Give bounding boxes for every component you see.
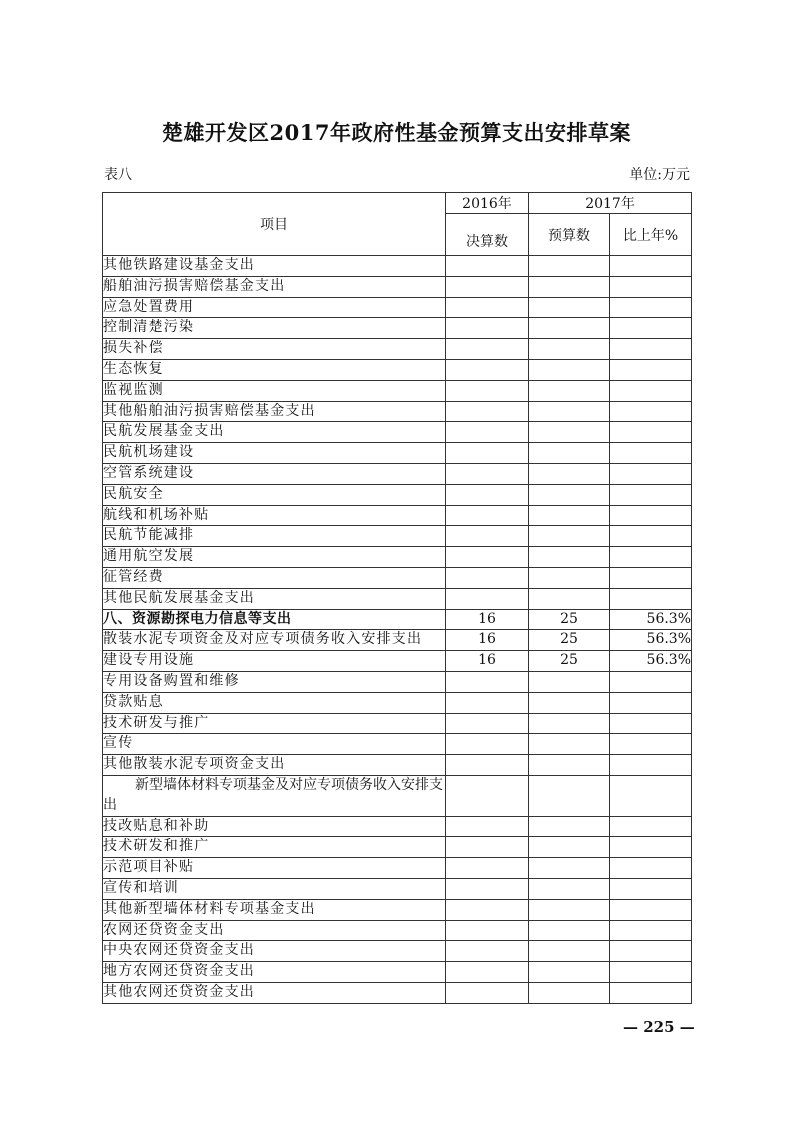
row-2016-value	[446, 256, 529, 277]
row-budget-value	[529, 505, 610, 526]
row-pct-value	[610, 567, 692, 588]
table-row	[103, 588, 692, 609]
table-label: 表八	[104, 167, 132, 183]
row-pct-value	[610, 755, 692, 776]
row-item-name: 示范项目补贴	[103, 858, 446, 879]
row-2016-value	[446, 962, 529, 983]
row-budget-value	[529, 941, 610, 962]
row-item-name: 中央农网还贷资金支出	[103, 941, 446, 962]
table-row	[103, 422, 692, 443]
table-row	[103, 692, 692, 713]
row-2016-value	[446, 837, 529, 858]
row-2016-value	[446, 526, 529, 547]
row-pct-value	[610, 401, 692, 422]
table-row	[103, 775, 692, 816]
row-2016-value	[446, 920, 529, 941]
row-2016-value	[446, 755, 529, 776]
row-2016-value	[446, 318, 529, 339]
row-pct-value	[610, 713, 692, 734]
row-item-name: 船舶油污损害赔偿基金支出	[103, 276, 446, 297]
row-2016-value	[446, 484, 529, 505]
table-row	[103, 463, 692, 484]
row-2016-value	[446, 505, 529, 526]
row-item-name: 应急处置费用	[103, 297, 446, 318]
row-pct-value: 56.3%	[610, 630, 692, 651]
row-item-name: 征管经费	[103, 567, 446, 588]
row-budget-value	[529, 567, 610, 588]
row-pct-value	[610, 339, 692, 360]
row-2016-value: 16	[446, 609, 529, 630]
row-pct-value	[610, 276, 692, 297]
row-item-name: 农网还贷资金支出	[103, 920, 446, 941]
table-row	[103, 547, 692, 568]
row-pct-value	[610, 837, 692, 858]
row-pct-value	[610, 941, 692, 962]
row-budget-value	[529, 339, 610, 360]
row-2016-value	[446, 775, 529, 816]
row-budget-value	[529, 380, 610, 401]
row-2016-value	[446, 692, 529, 713]
header-final-count: 决算数	[446, 214, 529, 256]
row-pct-value	[610, 547, 692, 568]
row-budget-value	[529, 713, 610, 734]
table-row	[103, 567, 692, 588]
row-budget-value	[529, 422, 610, 443]
row-pct-value	[610, 734, 692, 755]
row-item-name: 民航节能减排	[103, 526, 446, 547]
row-budget-value	[529, 588, 610, 609]
row-pct-value	[610, 505, 692, 526]
row-budget-value	[529, 463, 610, 484]
row-budget-value	[529, 734, 610, 755]
row-2016-value	[446, 380, 529, 401]
row-budget-value: 25	[529, 609, 610, 630]
row-budget-value	[529, 962, 610, 983]
row-budget-value	[529, 671, 610, 692]
table-row	[103, 339, 692, 360]
row-item-name: 地方农网还贷资金支出	[103, 962, 446, 983]
row-budget-value	[529, 837, 610, 858]
row-pct-value	[610, 484, 692, 505]
row-pct-value	[610, 858, 692, 879]
unit-label: 单位:万元	[629, 167, 690, 183]
row-2016-value: 16	[446, 651, 529, 672]
row-pct-value	[610, 318, 692, 339]
row-item-name: 生态恢复	[103, 359, 446, 380]
row-item-name: 宣传和培训	[103, 878, 446, 899]
row-item-name: 其他农网还贷资金支出	[103, 982, 446, 1003]
row-budget-value	[529, 920, 610, 941]
header-2016: 2016年	[446, 193, 529, 214]
row-pct-value	[610, 463, 692, 484]
table-row	[103, 713, 692, 734]
row-2016-value	[446, 713, 529, 734]
row-item-name: 空管系统建设	[103, 463, 446, 484]
table-row	[103, 941, 692, 962]
document-title: 楚雄开发区2017年政府性基金预算支出安排草案	[162, 120, 631, 145]
table-row	[103, 734, 692, 755]
row-budget-value	[529, 318, 610, 339]
table-row	[103, 962, 692, 983]
table-row	[103, 484, 692, 505]
header-budget: 预算数	[529, 214, 610, 256]
row-2016-value	[446, 443, 529, 464]
row-item-name: 其他新型墙体材料专项基金支出	[103, 899, 446, 920]
row-item-name: 通用航空发展	[103, 547, 446, 568]
row-2016-value	[446, 858, 529, 879]
row-2016-value	[446, 567, 529, 588]
table-row	[103, 401, 692, 422]
table-row	[103, 651, 692, 672]
table-row	[103, 816, 692, 837]
row-2016-value	[446, 816, 529, 837]
row-pct-value	[610, 297, 692, 318]
row-item-name: 民航机场建设	[103, 443, 446, 464]
row-2016-value	[446, 588, 529, 609]
row-budget-value	[529, 276, 610, 297]
row-budget-value	[529, 692, 610, 713]
row-2016-value: 16	[446, 630, 529, 651]
row-pct-value: 56.3%	[610, 609, 692, 630]
row-2016-value	[446, 982, 529, 1003]
row-pct-value	[610, 899, 692, 920]
row-pct-value	[610, 671, 692, 692]
row-item-name: 民航安全	[103, 484, 446, 505]
row-budget-value	[529, 547, 610, 568]
row-2016-value	[446, 401, 529, 422]
row-2016-value	[446, 547, 529, 568]
row-pct-value	[610, 920, 692, 941]
row-2016-value	[446, 359, 529, 380]
table-row	[103, 443, 692, 464]
row-item-name: 技改贴息和补助	[103, 816, 446, 837]
table-row	[103, 526, 692, 547]
page-number: — 225 —	[623, 1018, 695, 1036]
row-budget-value	[529, 775, 610, 816]
header-vs-last-year: 比上年%	[610, 214, 692, 256]
row-pct-value	[610, 256, 692, 277]
row-pct-value	[610, 443, 692, 464]
row-2016-value	[446, 734, 529, 755]
row-item-name: 其他民航发展基金支出	[103, 588, 446, 609]
row-pct-value	[610, 359, 692, 380]
table-row	[103, 609, 692, 630]
budget-table	[102, 192, 692, 1004]
table-row	[103, 380, 692, 401]
row-budget-value	[529, 899, 610, 920]
row-budget-value	[529, 816, 610, 837]
row-item-name: 航线和机场补贴	[103, 505, 446, 526]
row-budget-value	[529, 858, 610, 879]
row-item-name: 民航发展基金支出	[103, 422, 446, 443]
table-row	[103, 858, 692, 879]
row-pct-value	[610, 816, 692, 837]
row-pct-value	[610, 588, 692, 609]
row-item-name: 其他船舶油污损害赔偿基金支出	[103, 401, 446, 422]
row-pct-value: 56.3%	[610, 651, 692, 672]
row-item-name: 技术研发和推广	[103, 837, 446, 858]
table-row	[103, 982, 692, 1003]
row-item-name: 专用设备购置和维修	[103, 671, 446, 692]
row-budget-value	[529, 878, 610, 899]
row-budget-value	[529, 484, 610, 505]
row-2016-value	[446, 941, 529, 962]
row-pct-value	[610, 962, 692, 983]
row-item-name: 新型墙体材料专项基金及对应专项债务收入安排支出	[103, 775, 446, 816]
row-pct-value	[610, 775, 692, 816]
row-item-name: 八、资源勘探电力信息等支出	[103, 609, 446, 630]
row-2016-value	[446, 339, 529, 360]
table-row	[103, 878, 692, 899]
table-row	[103, 297, 692, 318]
row-item-name: 损失补偿	[103, 339, 446, 360]
table-header	[103, 193, 692, 256]
row-budget-value: 25	[529, 630, 610, 651]
row-item-name: 其他散装水泥专项资金支出	[103, 755, 446, 776]
row-item-name: 建设专用设施	[103, 651, 446, 672]
row-2016-value	[446, 463, 529, 484]
row-budget-value	[529, 443, 610, 464]
row-budget-value	[529, 982, 610, 1003]
row-item-name: 贷款贴息	[103, 692, 446, 713]
row-2016-value	[446, 899, 529, 920]
row-item-name: 散装水泥专项资金及对应专项债务收入安排支出	[103, 630, 446, 651]
row-pct-value	[610, 526, 692, 547]
table-row	[103, 671, 692, 692]
table-row	[103, 505, 692, 526]
row-item-name: 其他铁路建设基金支出	[103, 256, 446, 277]
table-body	[103, 256, 692, 1004]
row-item-name: 控制清楚污染	[103, 318, 446, 339]
row-2016-value	[446, 422, 529, 443]
row-pct-value	[610, 878, 692, 899]
table-row	[103, 318, 692, 339]
row-budget-value: 25	[529, 651, 610, 672]
table-row	[103, 256, 692, 277]
table-row	[103, 630, 692, 651]
row-2016-value	[446, 276, 529, 297]
row-pct-value	[610, 982, 692, 1003]
row-2016-value	[446, 878, 529, 899]
table-row	[103, 276, 692, 297]
row-item-name: 宣传	[103, 734, 446, 755]
row-item-name: 技术研发与推广	[103, 713, 446, 734]
table-row	[103, 899, 692, 920]
table-row	[103, 920, 692, 941]
header-2017: 2017年	[529, 193, 692, 214]
row-2016-value	[446, 297, 529, 318]
row-budget-value	[529, 401, 610, 422]
row-budget-value	[529, 755, 610, 776]
row-pct-value	[610, 380, 692, 401]
row-budget-value	[529, 359, 610, 380]
row-item-name: 监视监测	[103, 380, 446, 401]
row-2016-value	[446, 671, 529, 692]
row-pct-value	[610, 422, 692, 443]
row-budget-value	[529, 526, 610, 547]
row-pct-value	[610, 692, 692, 713]
row-budget-value	[529, 256, 610, 277]
table-row	[103, 755, 692, 776]
table-row	[103, 359, 692, 380]
table-row	[103, 837, 692, 858]
header-item: 项目	[103, 193, 446, 256]
row-budget-value	[529, 297, 610, 318]
